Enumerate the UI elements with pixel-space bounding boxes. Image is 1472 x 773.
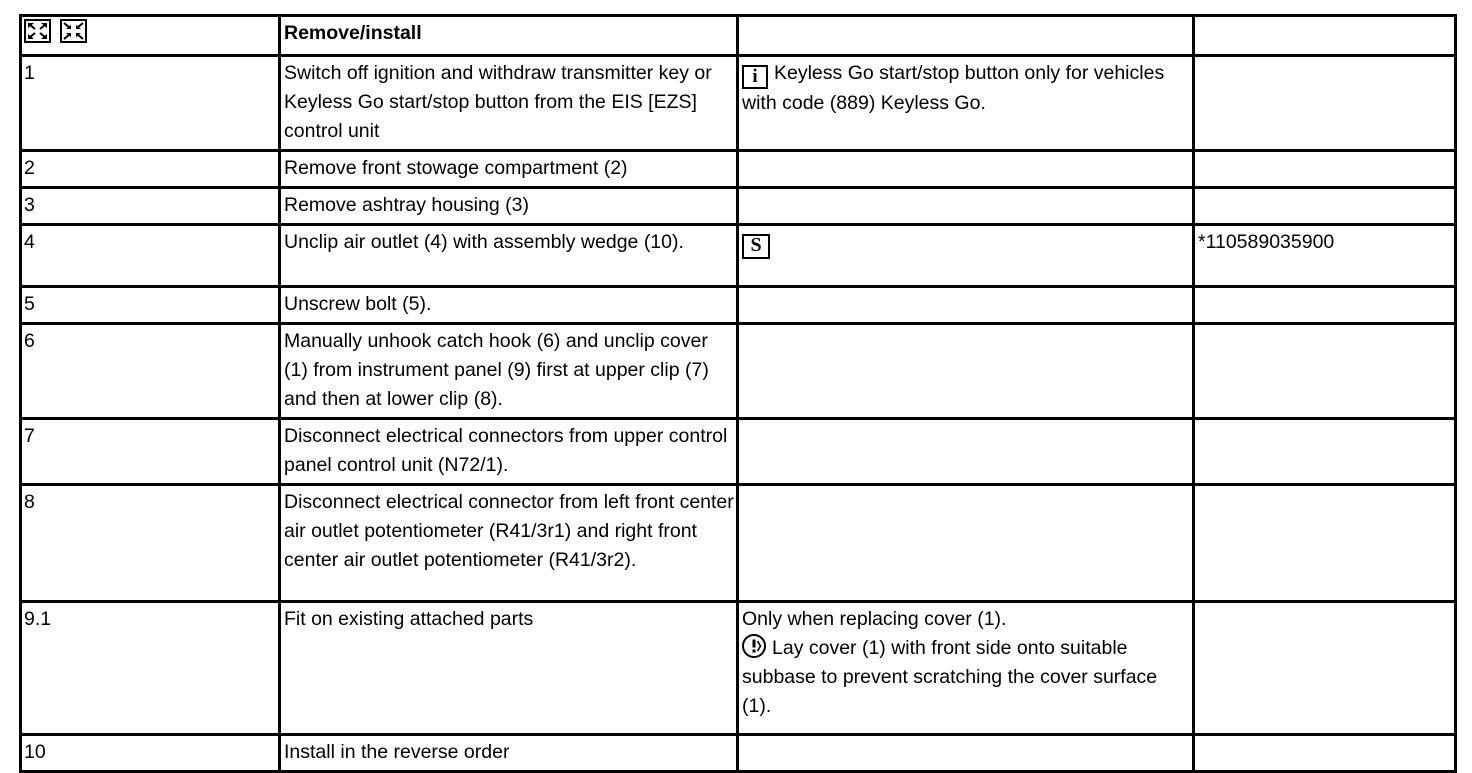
step-part	[1195, 325, 1457, 420]
table-row	[22, 152, 1457, 189]
step-note	[739, 189, 1195, 226]
step-number: 4	[22, 226, 281, 288]
table-row	[22, 603, 1457, 736]
caution-text: Lay cover (1) with front side onto suitable subbase to prevent scratching the cover surface (1).	[742, 637, 1158, 717]
step-part-number: *110589035900	[1195, 226, 1457, 288]
step-part	[1195, 486, 1457, 603]
step-action: Fit on existing attached parts	[281, 603, 739, 736]
procedure-table	[19, 14, 1457, 773]
step-number: 7	[22, 420, 281, 486]
collapse-all-icon[interactable]	[60, 19, 87, 43]
step-action: Remove front stowage compartment (2)	[281, 152, 739, 189]
step-action: Remove ashtray housing (3)	[281, 189, 739, 226]
step-number: 6	[22, 325, 281, 420]
table-row	[22, 420, 1457, 486]
header-title: Remove/install	[281, 17, 739, 57]
step-number: 1	[22, 57, 281, 152]
header-part-cell	[1195, 17, 1457, 57]
step-note	[739, 736, 1195, 773]
step-number: 3	[22, 189, 281, 226]
step-part	[1195, 420, 1457, 486]
step-part	[1195, 288, 1457, 325]
step-number: 5	[22, 288, 281, 325]
table-row	[22, 736, 1457, 773]
special-tool-icon[interactable]: S	[742, 234, 770, 259]
step-note-text: Only when replacing cover (1).	[742, 608, 1007, 630]
step-part	[1195, 152, 1457, 189]
step-part	[1195, 603, 1457, 736]
step-action: Install in the reverse order	[281, 736, 739, 773]
table-header-row	[22, 17, 1457, 57]
step-action: Disconnect electrical connector from left front center air outlet potentiometer (R41/3r1) and right front center air outlet potentiometer (R41/3r2).	[281, 486, 739, 603]
step-action: Disconnect electrical connectors from upper control panel control unit (N72/1).	[281, 420, 739, 486]
step-note	[739, 57, 1195, 152]
step-action: Unscrew bolt (5).	[281, 288, 739, 325]
table-row	[22, 288, 1457, 325]
table-row	[22, 189, 1457, 226]
table-row	[22, 57, 1457, 152]
step-number: 9.1	[22, 603, 281, 736]
step-note	[739, 420, 1195, 486]
expand-all-icon[interactable]	[24, 19, 51, 43]
step-note-text: Keyless Go start/stop button only for vehicles with code (889) Keyless Go.	[742, 62, 1165, 114]
step-part	[1195, 189, 1457, 226]
step-note	[739, 152, 1195, 189]
step-note	[739, 288, 1195, 325]
step-note	[739, 226, 1195, 288]
header-note-cell	[739, 17, 1195, 57]
step-number: 10	[22, 736, 281, 773]
caution-icon	[742, 634, 766, 658]
step-number: 8	[22, 486, 281, 603]
step-note	[739, 325, 1195, 420]
table-row	[22, 486, 1457, 603]
step-part	[1195, 57, 1457, 152]
step-note	[739, 486, 1195, 603]
step-note	[739, 603, 1195, 736]
step-number: 2	[22, 152, 281, 189]
step-action: Switch off ignition and withdraw transmitter key or Keyless Go start/stop button from the EIS [EZS] control unit	[281, 57, 739, 152]
table-row	[22, 325, 1457, 420]
table-row	[22, 226, 1457, 288]
step-part	[1195, 736, 1457, 773]
step-action: Manually unhook catch hook (6) and unclip cover (1) from instrument panel (9) first at upper clip (7) and then at lower clip (8).	[281, 325, 739, 420]
info-icon: i	[742, 65, 768, 89]
step-action: Unclip air outlet (4) with assembly wedge (10).	[281, 226, 739, 288]
header-icons-cell	[22, 17, 281, 57]
